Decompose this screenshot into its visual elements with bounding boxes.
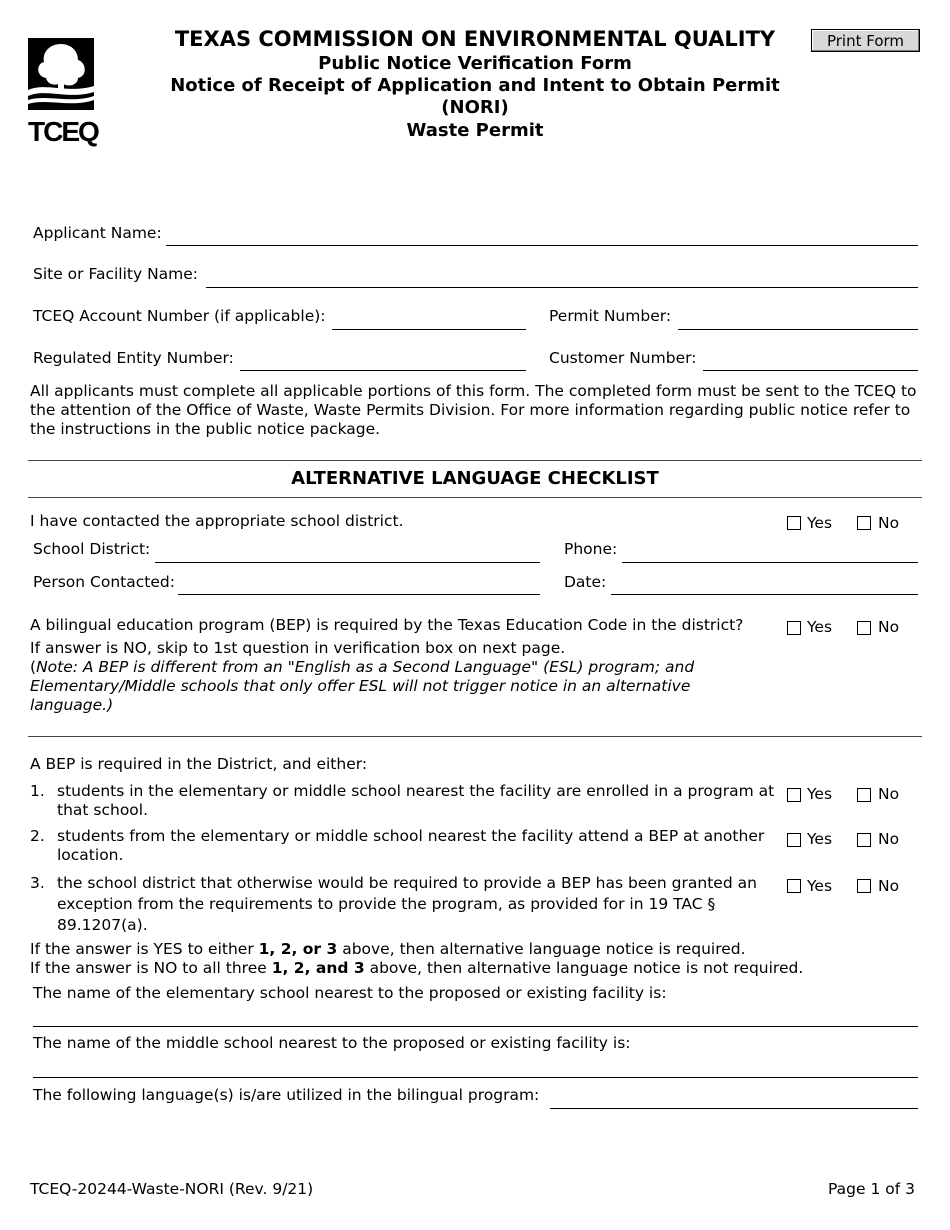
item1-no-checkbox[interactable] xyxy=(857,788,871,802)
bep-no-checkbox[interactable] xyxy=(857,621,871,635)
instructions-text: All applicants must complete all applicable portions of this form. The completed form must be sent to the TCEQ to the attention of the Office of Waste, Waste Permits Division. For more information regarding public notice refer to the instructions in the public notice package. xyxy=(30,382,917,438)
languages-label: The following language(s) is/are utilized in the bilingual program: xyxy=(33,1086,540,1104)
regulated-entity-label: Regulated Entity Number: xyxy=(33,349,234,367)
date-field[interactable] xyxy=(611,574,918,595)
yes-label: Yes xyxy=(807,830,833,848)
contacted-no-checkbox[interactable] xyxy=(857,516,871,530)
applicant-name-label: Applicant Name: xyxy=(33,224,162,242)
middle-school-field[interactable] xyxy=(33,1057,918,1078)
item1-yes-checkbox[interactable] xyxy=(787,788,801,802)
bep-skip-instruction: If answer is NO, skip to 1st question in verification box on next page. xyxy=(30,639,566,657)
site-name-field[interactable] xyxy=(206,267,918,288)
phone-field[interactable] xyxy=(622,542,918,563)
permit-number-field[interactable] xyxy=(678,309,918,330)
bep-question: A bilingual education program (BEP) is required by the Texas Education Code in the district? xyxy=(30,616,744,634)
agency-title: TEXAS COMMISSION ON ENVIRONMENTAL QUALITY xyxy=(174,27,776,51)
item2-no-checkbox[interactable] xyxy=(857,833,871,847)
school-district-label: School District: xyxy=(33,540,151,558)
section-divider xyxy=(28,736,922,737)
form-id: TCEQ-20244-Waste-NORI (Rev. 9/21) xyxy=(30,1180,314,1198)
section-divider xyxy=(28,460,922,461)
permit-type: Waste Permit xyxy=(406,120,544,141)
no-rule-text: If the answer is NO to all three 1, 2, and 3 above, then alternative language notice is not required. xyxy=(30,959,804,977)
no-label: No xyxy=(878,877,900,895)
form-subtitle-abbr: (NORI) xyxy=(441,97,509,118)
contacted-yes-checkbox[interactable] xyxy=(787,516,801,530)
middle-school-label: The name of the middle school nearest to the proposed or existing facility is: xyxy=(33,1034,631,1052)
section-divider xyxy=(28,497,922,498)
phone-label: Phone: xyxy=(564,540,618,558)
customer-number-field[interactable] xyxy=(703,350,918,371)
no-label: No xyxy=(878,618,900,636)
item2-yes-checkbox[interactable] xyxy=(787,833,801,847)
yes-rule-text: If the answer is YES to either 1, 2, or 3 above, then alternative language notice is required. xyxy=(30,940,746,958)
customer-number-label: Customer Number: xyxy=(549,349,697,367)
person-contacted-label: Person Contacted: xyxy=(33,573,175,591)
elementary-school-field[interactable] xyxy=(33,1006,918,1027)
elementary-school-label: The name of the elementary school nearest to the proposed or existing facility is: xyxy=(33,984,667,1002)
bep-note: (Note: A BEP is different from an "English as a Second Language" (ESL) program; and Elementary/Middle schools that only offer ESL will not trigger notice in an alternative language.) xyxy=(30,658,695,714)
no-label: No xyxy=(878,514,900,532)
school-district-field[interactable] xyxy=(155,542,540,563)
account-number-label: TCEQ Account Number (if applicable): xyxy=(33,307,326,325)
print-form-button[interactable]: Print Form xyxy=(811,29,920,52)
date-label: Date: xyxy=(564,573,607,591)
bep-yes-checkbox[interactable] xyxy=(787,621,801,635)
item3-yes-checkbox[interactable] xyxy=(787,879,801,893)
contacted-question: I have contacted the appropriate school district. xyxy=(30,512,404,530)
no-label: No xyxy=(878,830,900,848)
bep-item-1: 1. students in the elementary or middle school nearest the facility are enrolled in a program at that school. xyxy=(30,782,775,819)
yes-label: Yes xyxy=(807,514,833,532)
tceq-logo xyxy=(28,38,98,150)
languages-field[interactable] xyxy=(550,1088,918,1109)
applicant-name-field[interactable] xyxy=(166,225,918,246)
form-title: Public Notice Verification Form xyxy=(318,53,632,74)
form-subtitle: Notice of Receipt of Application and Intent to Obtain Permit xyxy=(170,75,780,96)
permit-number-label: Permit Number: xyxy=(549,307,672,325)
yes-label: Yes xyxy=(807,785,833,803)
site-name-label: Site or Facility Name: xyxy=(33,265,199,283)
logo-text: TCEQ xyxy=(28,116,98,147)
person-contacted-field[interactable] xyxy=(178,574,540,595)
bep-required-intro: A BEP is required in the District, and either: xyxy=(30,755,368,773)
bep-item-2: 2. students from the elementary or middle school nearest the facility attend a BEP at another location. xyxy=(30,827,765,864)
item3-no-checkbox[interactable] xyxy=(857,879,871,893)
account-number-field[interactable] xyxy=(332,309,526,330)
regulated-entity-field[interactable] xyxy=(240,350,526,371)
bep-item-3: 3. the school district that otherwise would be required to provide a BEP has been granted an exception from the requirements to provide the program, as provided for in 19 TAC § 89.1207(a). xyxy=(30,874,757,934)
no-label: No xyxy=(878,785,900,803)
yes-label: Yes xyxy=(807,618,833,636)
yes-label: Yes xyxy=(807,877,833,895)
page-number: Page 1 of 3 xyxy=(828,1180,915,1198)
checklist-title: ALTERNATIVE LANGUAGE CHECKLIST xyxy=(291,468,659,489)
